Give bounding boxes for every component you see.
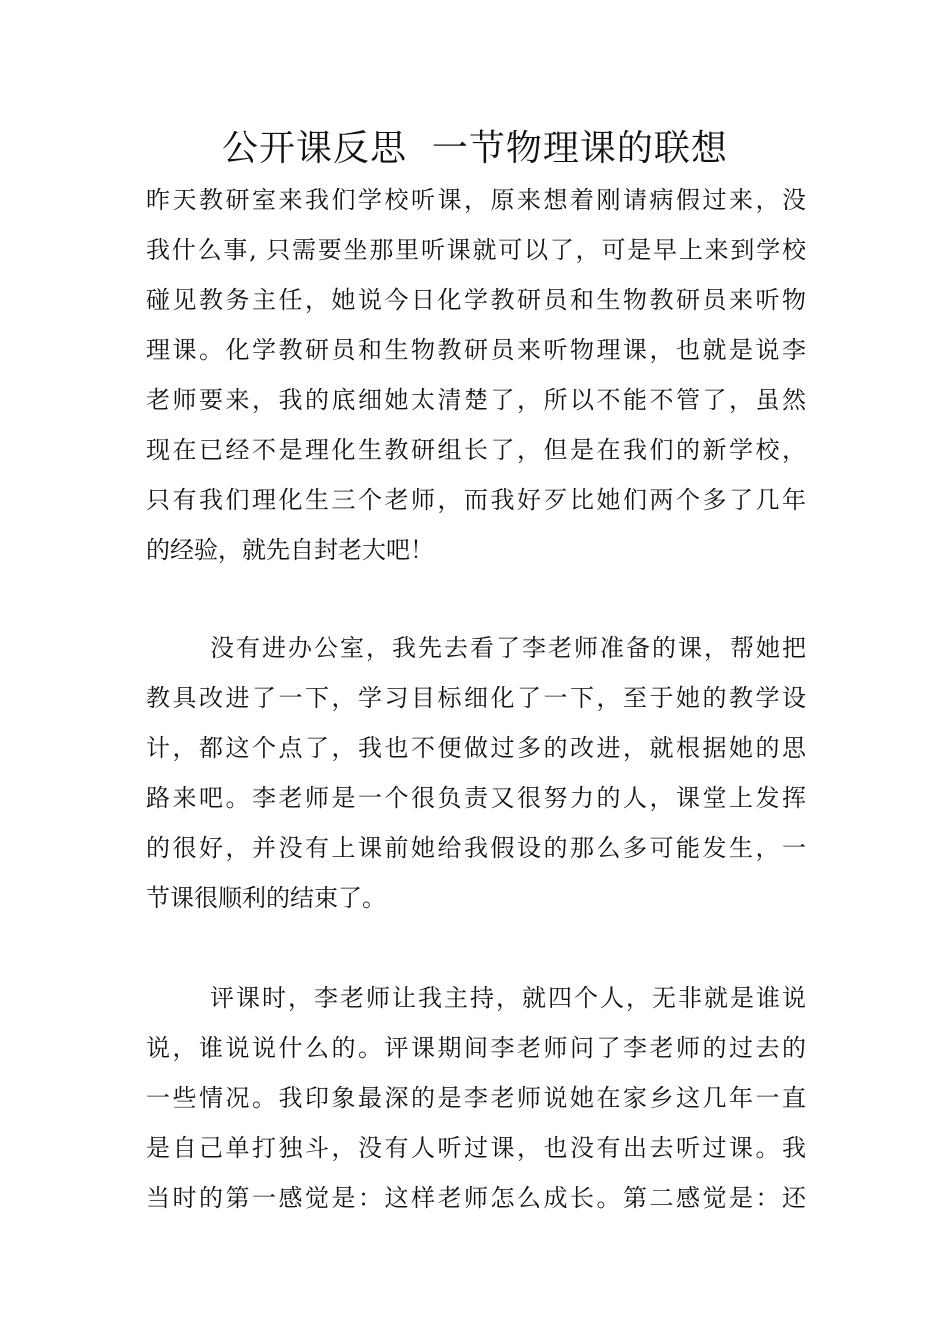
- paragraph-3-line: 说，谁说说什么的。评课期间李老师问了李老师的过去的: [146, 1034, 806, 1062]
- paragraph-2-line: 计，都这个点了，我也不便做过多的改进，就根据她的思: [146, 734, 806, 762]
- paragraph-1-line: 的经验，就先自封老大吧！: [146, 536, 434, 564]
- document-title: 公开课反思 一节物理课的联想: [222, 128, 728, 169]
- paragraph-2-line: 路来吧。李老师是一个很负责又很努力的人，课堂上发挥: [146, 784, 806, 812]
- paragraph-3-line: 当时的第一感觉是：这样老师怎么成长。第二感觉是：还: [146, 1184, 806, 1212]
- paragraph-1-line: 只有我们理化生三个老师，而我好歹比她们两个多了几年: [146, 486, 806, 514]
- paragraph-1-line: 碰见教务主任，她说今日化学教研员和生物教研员来听物: [146, 286, 806, 314]
- paragraph-3-line: 一些情况。我印象最深的是李老师说她在家乡这几年一直: [146, 1084, 806, 1112]
- paragraph-3-line: 是自己单打独斗，没有人听过课，也没有出去听过课。我: [146, 1134, 806, 1162]
- paragraph-3-line: 评课时，李老师让我主持，就四个人，无非就是谁说: [210, 984, 806, 1012]
- paragraph-1-line: 现在已经不是理化生教研组长了，但是在我们的新学校，: [146, 436, 806, 464]
- paragraph-2-line: 教具改进了一下，学习目标细化了一下，至于她的教学设: [146, 684, 806, 712]
- paragraph-2-line: 没有进办公室，我先去看了李老师准备的课，帮她把: [210, 634, 806, 662]
- paragraph-1-line: 老师要来，我的底细她太清楚了，所以不能不管了，虽然: [146, 386, 806, 414]
- paragraph-1-line: 理课。化学教研员和生物教研员来听物理课，也就是说李: [146, 336, 806, 364]
- paragraph-1-line: 我什么事, 只需要坐那里听课就可以了，可是早上来到学校: [146, 236, 806, 264]
- paragraph-2-line: 节课很顺利的结束了。: [146, 884, 386, 912]
- paragraph-1-line: 昨天教研室来我们学校听课，原来想着刚请病假过来，没: [146, 186, 806, 214]
- paragraph-2-line: 的很好，并没有上课前她给我假设的那么多可能发生，一: [146, 834, 806, 862]
